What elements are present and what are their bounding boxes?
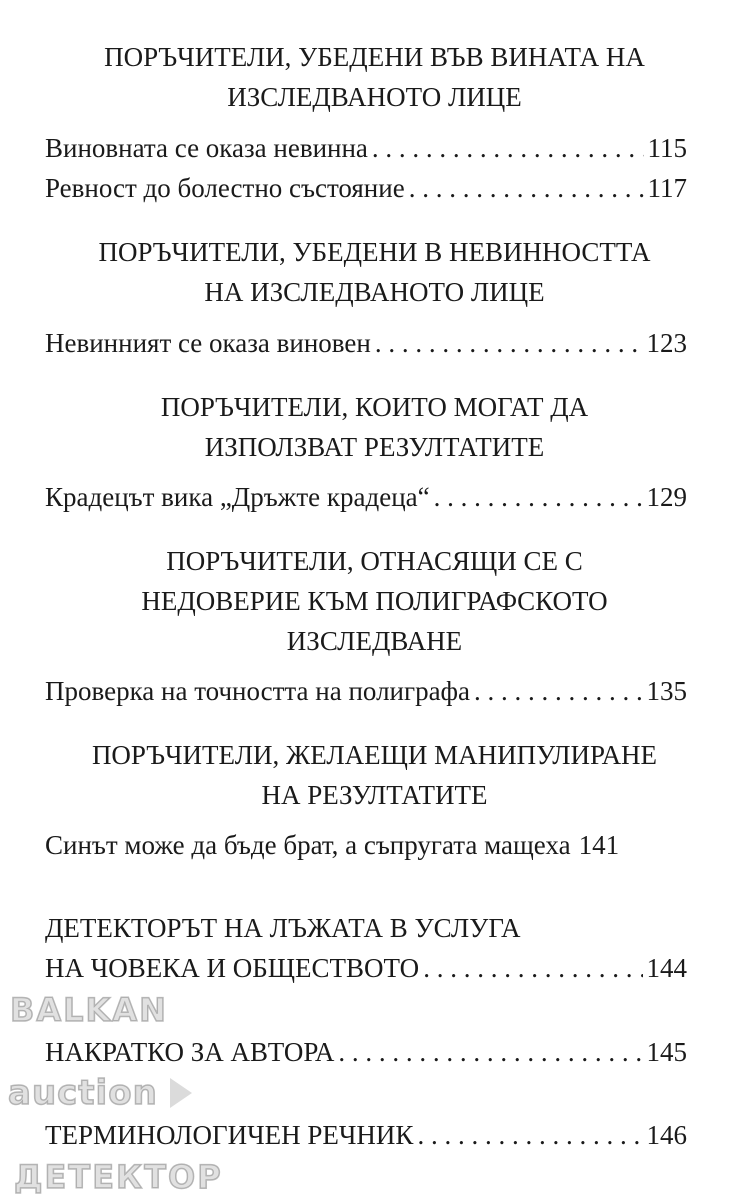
section-heading: ПОРЪЧИТЕЛИ, КОИТО МОГАТ ДА [160, 392, 589, 422]
toc-entry[interactable] [45, 671, 687, 711]
watermark-detector: ДЕТЕКТОР [14, 1158, 223, 1196]
toc-entry[interactable] [45, 1032, 687, 1072]
section-heading: НА РЕЗУЛТАТИТЕ [261, 780, 488, 810]
entry-title: НАКРАТКО ЗА АВТОРА [45, 1037, 335, 1067]
entry-title: Невинният се оказа виновен [45, 328, 371, 358]
dot-leader [375, 323, 643, 363]
section-heading: НЕДОВЕРИЕ КЪМ ПОЛИГРАФСКОТО [141, 586, 608, 616]
page-number: 115 [647, 133, 687, 163]
dot-leader [423, 948, 642, 988]
toc-entry[interactable] [45, 825, 687, 865]
entry-title: Крадецът вика „Дръжте крадеца“ [45, 482, 430, 512]
page-number: 145 [646, 1037, 687, 1067]
toc-entry[interactable] [45, 128, 687, 168]
dot-leader [434, 477, 643, 517]
section-heading: ПОРЪЧИТЕЛИ, УБЕДЕНИ В НЕВИННОСТТА [98, 237, 651, 267]
section-heading: НА ИЗСЛЕДВАНОТО ЛИЦЕ [204, 277, 545, 307]
page-number: 141 [578, 830, 620, 860]
watermark-play-icon [170, 1078, 192, 1108]
dot-leader [372, 128, 644, 168]
chapter-title-line: ДЕТЕКТОРЪТ НА ЛЪЖАТА В УСЛУГА [45, 913, 521, 943]
section-heading: ИЗСЛЕДВАНЕ [286, 626, 463, 656]
entry-title: НА ЧОВЕКА И ОБЩЕСТВОТО [45, 953, 420, 983]
dot-leader [338, 1032, 642, 1072]
page-number: 144 [646, 953, 687, 983]
section-heading: ПОРЪЧИТЕЛИ, ЖЕЛАЕЩИ МАНИПУЛИРАНЕ [91, 740, 658, 770]
toc-entry[interactable] [45, 168, 687, 208]
page-number: 135 [646, 676, 687, 706]
toc-entry[interactable] [45, 948, 687, 988]
entry-title: Виновната се оказа невинна [45, 133, 368, 163]
entry-title: Синът може да бъде брат, а съпругата мащеха [45, 830, 571, 860]
toc-entry[interactable] [45, 477, 687, 517]
dot-leader [417, 1115, 642, 1155]
section-heading: ПОРЪЧИТЕЛИ, УБЕДЕНИ ВЪВ ВИНАТА НА [104, 42, 645, 72]
section-heading: ПОРЪЧИТЕЛИ, ОТНАСЯЩИ СЕ С [166, 546, 583, 576]
section-heading: ИЗПОЛЗВАТ РЕЗУЛТАТИТЕ [204, 432, 545, 462]
page-number: 129 [646, 482, 687, 512]
section-heading: ИЗСЛЕДВАНОТО ЛИЦЕ [227, 82, 522, 112]
toc-entry[interactable] [45, 1115, 687, 1155]
entry-title: Проверка на точността на полиграфа [45, 676, 471, 706]
entry-title: Ревност до болестно състояние [45, 173, 405, 203]
dot-leader [409, 168, 644, 208]
entry-title: ТЕРМИНОЛОГИЧЕН РЕЧНИК [45, 1120, 414, 1150]
toc-entry[interactable] [45, 323, 687, 363]
page-number: 117 [647, 173, 687, 203]
watermark-auction: auction [8, 1073, 158, 1113]
page-number: 146 [646, 1120, 687, 1150]
dot-leader [474, 671, 642, 711]
page-number: 123 [646, 328, 687, 358]
watermark-balkan: BALKAN [10, 991, 168, 1029]
